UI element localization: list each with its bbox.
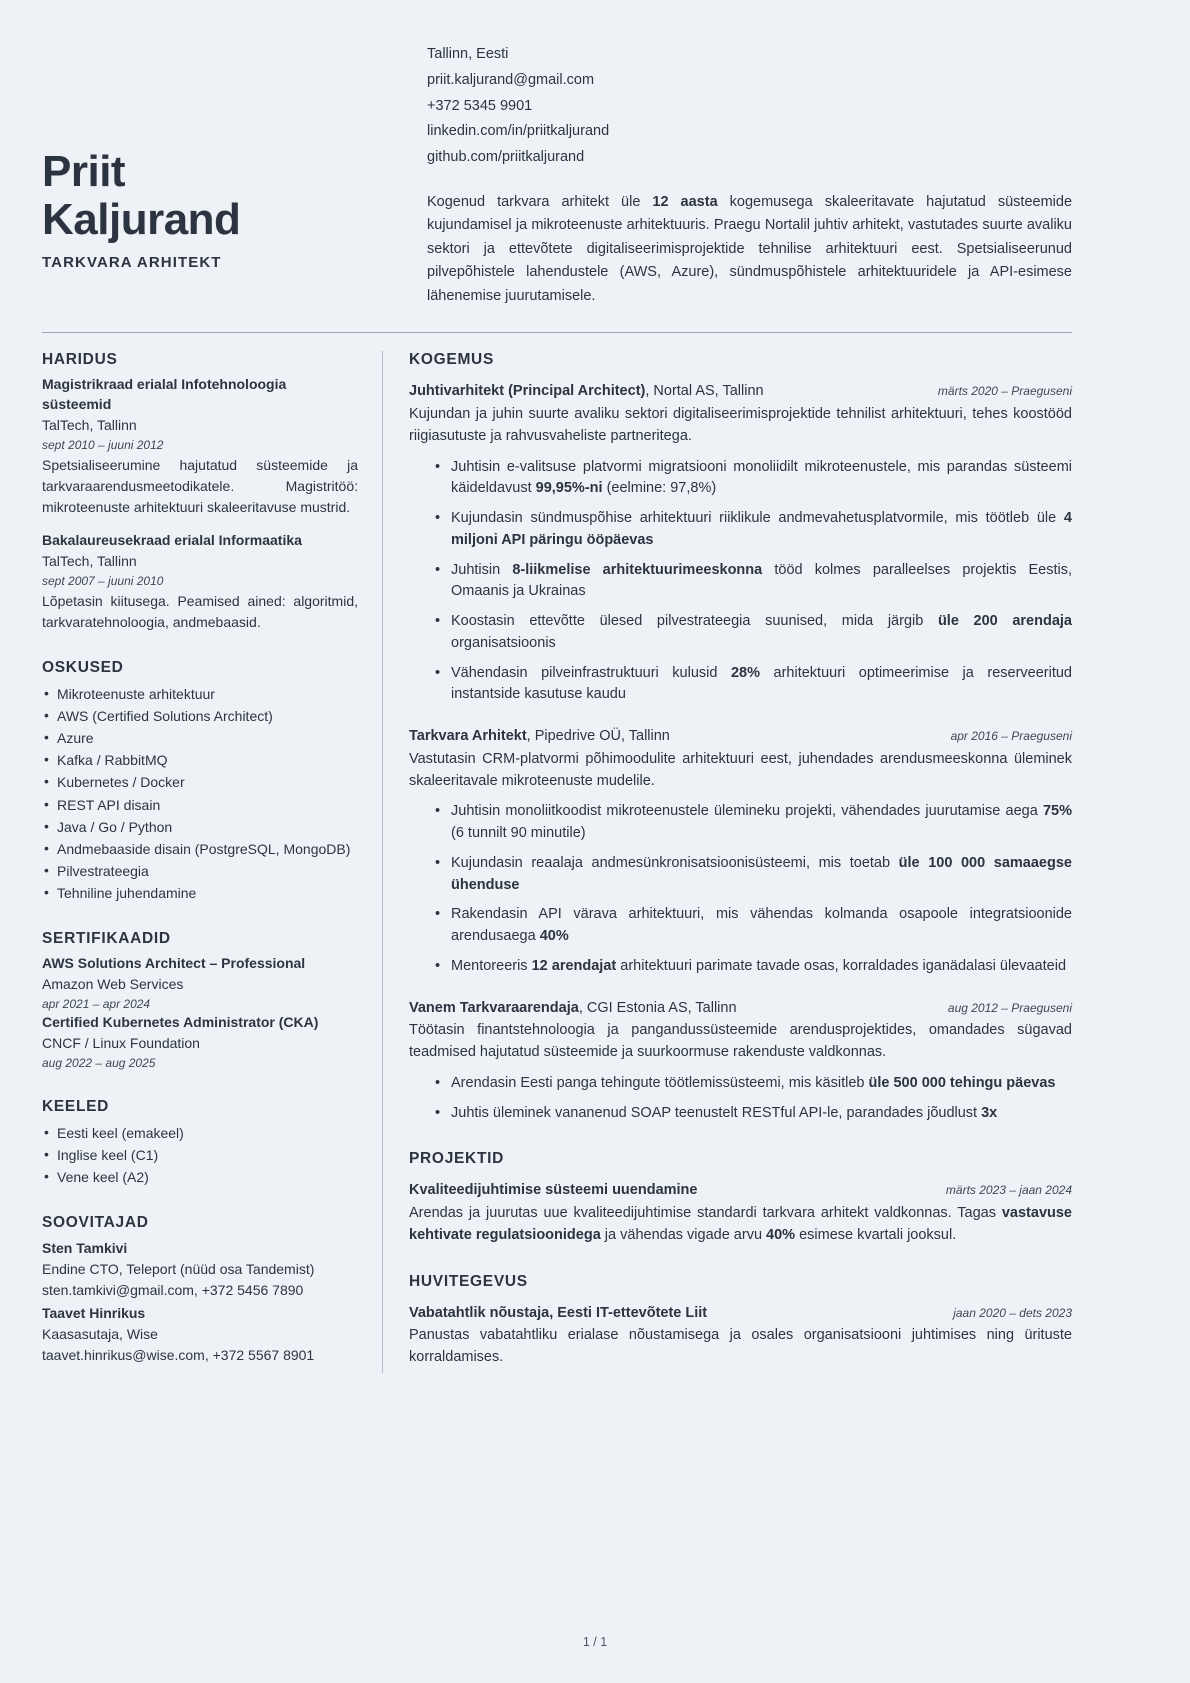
hobby-description: Panustas vabatahtliku erialase nõustamisega ja osales organisatsiooni juhtimises ning ürituste korraldamises. xyxy=(409,1327,1072,1366)
reference-position: Kaasasutaja, Wise xyxy=(42,1326,158,1343)
experience-item xyxy=(409,998,1072,1125)
education-degree: Bakalaureusekraad erialal Informaatika xyxy=(42,532,302,549)
section-title-experience: KOGEMUS xyxy=(409,351,494,369)
certificate-item xyxy=(42,954,358,1013)
education-description: Spetsialiseerumine hajutatud süsteemide ja tarkvaraarendusmeetodikatele. Magistritöö: mikroteenuste arhitektuuri skaleeritavuse mustrid. xyxy=(42,457,358,516)
page-indicator: 1 / 1 xyxy=(582,1635,608,1649)
reference-name: Taavet Hinrikus xyxy=(42,1305,146,1322)
project-name xyxy=(409,1180,697,1202)
reference-contact[interactable]: taavet.hinrikus@wise.com, +372 5567 8901 xyxy=(42,1347,315,1364)
list-item: • Juhtis üleminek vananenud SOAP teenustelt RESTful API-le, parandades jõudlust 3x xyxy=(435,1103,1072,1125)
job-role-subtitle: TARKVARA ARHITEKT xyxy=(42,253,222,271)
list-item: • Rakendasin API värava arhitektuuri, mis vähendas kolmanda osapoole integratsioonide arendusaega 40% xyxy=(435,904,1072,948)
experience-header xyxy=(409,726,1072,748)
experience-date: aug 2012 – Praeguseni xyxy=(947,1000,1072,1015)
education-item xyxy=(42,531,358,633)
project-date: märts 2023 – jaan 2024 xyxy=(945,1183,1072,1198)
languages-list xyxy=(42,1122,358,1188)
contact-github[interactable]: github.com/priitkaljurand xyxy=(427,149,585,166)
contact-phone[interactable]: +372 5345 9901 xyxy=(427,97,533,114)
section-title-hobbies: HUVITEGEVUS xyxy=(409,1272,528,1290)
education-list xyxy=(42,375,358,633)
experience-description: Kujundan ja juhin suurte avaliku sektori digitaliseerimisprojektide tehnilist arhitektuuri, tehes koostööd riigiasutuste ja rahvusvaheliste partneritega. xyxy=(409,406,1072,444)
last-name: Kaljurand xyxy=(42,195,241,245)
reference-name: Sten Tamkivi xyxy=(42,1240,128,1257)
certificate-name: AWS Solutions Architect – Professional xyxy=(42,955,306,972)
list-item: • Vene keel (A2) xyxy=(42,1166,358,1188)
list-item: • AWS (Certified Solutions Architect) xyxy=(42,705,358,727)
experience-bullets xyxy=(409,801,1072,977)
list-item: • Kujundasin sündmuspõhise arhitektuuri riiklikule andmevahetusplatvormile, mis töötleb üle 4 miljoni API päringu ööpäevas xyxy=(435,508,1072,552)
experience-item xyxy=(409,726,1072,978)
experience-title: Vanem Tarkvaraarendaja, CGI Estonia AS, Tallinn xyxy=(409,999,737,1016)
experience-header xyxy=(409,998,1072,1020)
certificate-issuer: CNCF / Linux Foundation xyxy=(42,1034,200,1051)
list-item: • Juhtisin 8-liikmelise arhitektuurimeeskonna tööd kolmes paralleelses projektis Eestis, Omaanis ja Ukrainas xyxy=(435,560,1072,604)
list-item: • Koostasin ettevõtte ülesed pilvestrateegia suunised, mida järgib üle 200 arendaja organisatsioonis xyxy=(435,611,1072,655)
project-item xyxy=(409,1180,1072,1246)
page-title xyxy=(42,148,417,245)
list-item: • Mikroteenuste arhitektuur xyxy=(42,683,358,705)
resume-body xyxy=(0,351,1190,1373)
experience-title: Tarkvara Arhitekt, Pipedrive OÜ, Tallinn xyxy=(409,728,670,745)
certificate-name: Certified Kubernetes Administrator (CKA) xyxy=(42,1014,319,1030)
main-content xyxy=(382,351,1072,1373)
experience-date: apr 2016 – Praeguseni xyxy=(950,729,1072,744)
project-description: Arendas ja juurutas uue kvaliteedijuhtimise standardi tarkvara arhitekt valdkonnas. Tagas vastavuse kehtivate regulatsioonidega ja vähendas vigade arvu 40% esimese kvartali jooksul. xyxy=(409,1205,1072,1243)
education-degree: Magistrikraad erialal Infotehnoloogia süsteemid xyxy=(42,376,287,413)
certificate-date: apr 2021 – apr 2024 xyxy=(42,997,151,1011)
experience-bullets xyxy=(409,457,1072,707)
education-school: TalTech, Tallinn xyxy=(42,417,137,434)
section-title-projects: PROJEKTID xyxy=(409,1150,505,1168)
list-item: • Vähendasin pilveinfrastruktuuri kulusid 28% arhitektuuri optimeerimise ja reserveeritud instantside kasutuse kaudu xyxy=(435,663,1072,707)
list-item: • Juhtisin e-valitsuse platvormi migratsiooni monoliidilt mikroteenustele, mis parandas süsteemi käideldavust 99,95%-ni (eelmine: 97,8%) xyxy=(435,457,1072,501)
list-item: • Arendasin Eesti panga tehingute töötlemissüsteemi, mis käsitleb üle 500 000 tehingu päevas xyxy=(435,1073,1072,1095)
hobby-name xyxy=(409,1303,707,1325)
resume-header xyxy=(0,0,1190,308)
sidebar xyxy=(42,351,382,1373)
education-item xyxy=(42,375,358,518)
references-list xyxy=(42,1238,358,1366)
first-name: Priit xyxy=(42,147,126,196)
section-title-languages: KEELED xyxy=(42,1097,110,1115)
reference-contact[interactable]: sten.tamkivi@gmail.com, +372 5456 7890 xyxy=(42,1282,304,1299)
list-item: • Mentoreeris 12 arendajat arhitektuuri parimate tavade osas, korraldades iganädalasi ülevaateid xyxy=(435,956,1072,978)
section-title-skills: OSKUSED xyxy=(42,659,124,677)
reference-position: Endine CTO, Teleport (nüüd osa Tandemist) xyxy=(42,1261,315,1278)
header-divider xyxy=(42,332,1072,333)
contact-email[interactable]: priit.kaljurand@gmail.com xyxy=(427,71,595,88)
experience-date: märts 2020 – Praeguseni xyxy=(937,384,1072,399)
profile-summary: Kogenud tarkvara arhitekt üle 12 aasta kogemusega skaleeritavate hajutatud süsteemide kujundamisel ja mikroteenuste arhitektuuris. Praegu Nortalil juhtiv arhitekt, vastutades suurte avaliku sektori ja ettevõtete digitaliseerimisprojektide tehnilise arhitektuuri eest. Spetsialiseerunud pilvepõhistele lahendustele (AWS, Azure), sündmuspõhistele arhitektuuridele ja API-esimese lähenemise juurutamisele. xyxy=(427,193,1073,304)
certificate-issuer: Amazon Web Services xyxy=(42,976,184,992)
contact-linkedin[interactable]: linkedin.com/in/priitkaljurand xyxy=(427,123,610,140)
list-item: • Juhtisin monoliitkoodist mikroteenustele ülemineku projekti, vähendades juurutamise aega 75% (6 tunnilt 90 minutile) xyxy=(435,801,1072,845)
reference-item xyxy=(42,1238,358,1301)
certificates-list xyxy=(42,954,358,1072)
list-item: • Kafka / RabbitMQ xyxy=(42,749,358,771)
list-item: • Inglise keel (C1) xyxy=(42,1144,358,1166)
experience-item xyxy=(409,381,1072,706)
section-title-education: HARIDUS xyxy=(42,351,118,369)
section-title-references: SOOVITAJAD xyxy=(42,1214,149,1232)
project-header xyxy=(409,1180,1072,1202)
reference-item xyxy=(42,1303,358,1366)
certificate-item xyxy=(42,1013,358,1072)
hobby-name-text: Vabatahtlik nõustaja, Eesti IT-ettevõtete Liit xyxy=(409,1304,708,1321)
hobby-date: jaan 2020 – dets 2023 xyxy=(953,1305,1072,1320)
experience-description: Töötasin finantstehnoloogia ja pangandussüsteemide arendusprojektides, omandades sügavad teadmised hajutatud süsteemide ja suurkoormuse rakenduste valdkonnas. xyxy=(409,1022,1072,1061)
certificate-date: aug 2022 – aug 2025 xyxy=(42,1055,156,1070)
education-date: sept 2007 – juuni 2010 xyxy=(42,574,164,589)
list-item: • Java / Go / Python xyxy=(42,816,358,838)
hobby-item xyxy=(409,1303,1072,1369)
list-item: • REST API disain xyxy=(42,794,358,816)
education-school: TalTech, Tallinn xyxy=(42,553,137,570)
page-footer xyxy=(0,1635,1190,1649)
experience-description: Vastutasin CRM-platvormi põhimoodulite arhitektuuri eest, juhendades arendusmeeskonna üleminek skaleeritavale mikroteenuste mudelile. xyxy=(409,750,1072,789)
list-item: • Kubernetes / Docker xyxy=(42,771,358,793)
education-date: sept 2010 – juuni 2012 xyxy=(42,438,164,453)
list-item: • Tehniline juhendamine xyxy=(42,882,358,904)
list-item: • Pilvestrateegia xyxy=(42,860,358,882)
project-name-text: Kvaliteedijuhtimise süsteemi uuendamine xyxy=(409,1182,698,1199)
experience-title: Juhtivarhitekt (Principal Architect), Nortal AS, Tallinn xyxy=(409,383,764,400)
experience-bullets xyxy=(409,1073,1072,1125)
list-item: • Eesti keel (emakeel) xyxy=(42,1122,358,1144)
contact-list xyxy=(427,42,1072,171)
header-identity xyxy=(42,42,417,271)
list-item: • Azure xyxy=(42,727,358,749)
list-item: • Kujundasin reaalaja andmesünkronisatsioonisüsteemi, mis toetab üle 100 000 samaaegse ühenduse xyxy=(435,853,1072,897)
experience-header xyxy=(409,381,1072,403)
header-contact-summary xyxy=(417,42,1072,308)
list-item: • Andmebaaside disain (PostgreSQL, MongoDB) xyxy=(42,838,358,860)
education-description: Lõpetasin kiitusega. Peamised ained: algoritmid, tarkvaratehnoloogia, andmebaasid. xyxy=(42,593,358,631)
hobby-header xyxy=(409,1303,1072,1325)
section-title-certificates: SERTIFIKAADID xyxy=(42,930,171,948)
skills-list xyxy=(42,683,358,904)
contact-location: Tallinn, Eesti xyxy=(427,46,509,62)
